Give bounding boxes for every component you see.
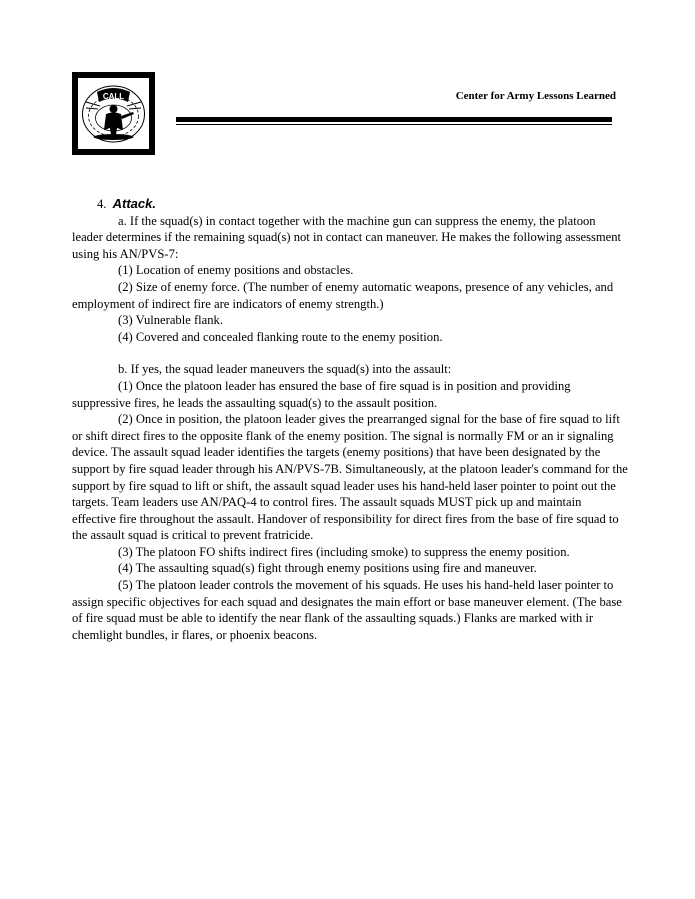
paragraph-b: b. If yes, the squad leader maneuvers the squad(s) into the assault:: [118, 362, 452, 377]
header-rule: [176, 117, 612, 122]
document-body: [72, 196, 628, 643]
list-item: (5) The platoon leader controls the movement of his squads. He uses his hand-held laser pointer to assign specific objectives for each squad and designates the main effort or base maneuver element. (The base of fire squad must be able to identify the near flank of the assaulting squads.) Flanks are marked with ir chemlight bundles, ir flares, or phoenix beacons.: [72, 578, 622, 642]
list-item: (3) The platoon FO shifts indirect fires (including smoke) to suppress the enemy position.: [118, 544, 570, 559]
paragraph-a: a. If the squad(s) in contact together with the machine gun can suppress the enemy, the platoon leader determines if the remaining squad(s) not in contact can maneuver. He makes the following assessment using his AN/PVS-7:: [72, 213, 622, 261]
section-heading: [72, 196, 628, 213]
list-item: (1) Once the platoon leader has ensured the base of fire squad is in position and providing suppressive fires, he leads the assaulting squad(s) to the assault position.: [72, 378, 571, 410]
list-item: (3) Vulnerable flank.: [118, 313, 223, 328]
section-number: 4.: [97, 197, 107, 211]
call-emblem-icon: [78, 78, 149, 149]
call-logo: [72, 72, 155, 155]
organization-name: Center for Army Lessons Learned: [455, 90, 616, 102]
header-rule-thin: [176, 124, 612, 125]
list-item: (4) The assaulting squad(s) fight through enemy positions using fire and maneuver.: [118, 561, 537, 576]
list-item: (4) Covered and concealed flanking route to the enemy position.: [118, 329, 443, 344]
list-item: (1) Location of enemy positions and obstacles.: [118, 263, 354, 278]
section-title: Attack.: [112, 196, 156, 211]
list-item: (2) Size of enemy force. (The number of enemy automatic weapons, presence of any vehicles, and employment of indirect fire are indicators of enemy strength.): [72, 279, 614, 311]
logo-text: CALL: [102, 92, 125, 101]
list-item: (2) Once in position, the platoon leader gives the prearranged signal for the base of fire squad to lift or shift direct fires to the opposite flank of the enemy position. The signal is normally FM or an ir signaling device. The assault squad leader identifies the targets (enemy positions) that have been designated by the support by fire squad leader through his AN/PVS-7B. Simultaneously, at the platoon leader's command for the support by fire squad to lift or shift, the assault squad leader uses his hand-held laser pointer to point out the targets. Team leaders use AN/PAQ-4 to control fires. The assault squads MUST pick up and maintain effective fire throughout the assault. Handover of responsibility for direct fires from the base of fire squad to the assault squad is critical to prevent fratricide.: [72, 412, 628, 543]
